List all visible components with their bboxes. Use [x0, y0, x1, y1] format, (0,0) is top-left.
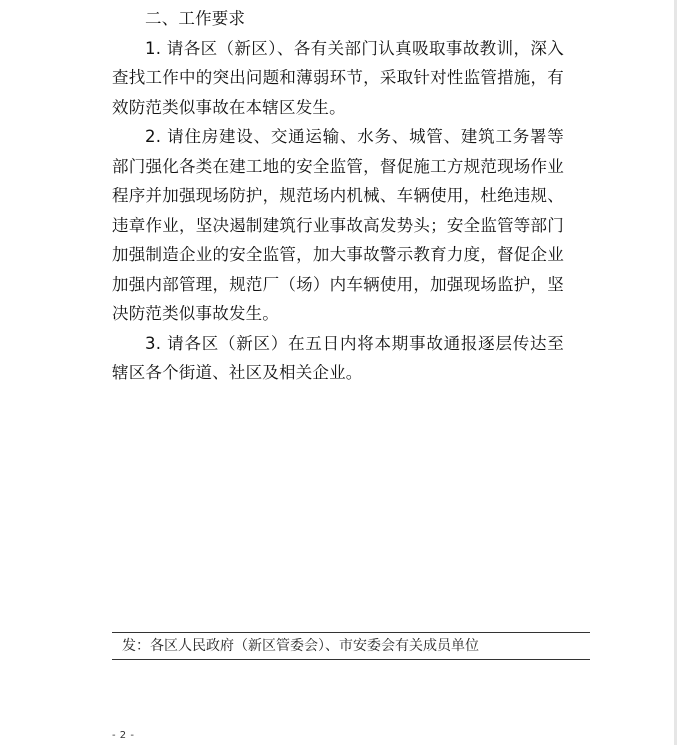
distribution-list: 发：各区人民政府（新区管委会）、市安委会有关成员单位 — [122, 638, 479, 654]
distribution-block — [112, 632, 590, 660]
section-heading: 二、工作要求 — [145, 9, 246, 28]
distribution-bottom-rule — [112, 659, 590, 660]
page-number: - 2 - — [112, 730, 135, 741]
requirement-paragraph-3: 3. 请各区（新区）在五日内将本期事故通报逐层传达至辖区各个街道、社区及相关企业。 — [112, 333, 564, 382]
requirement-paragraph-1: 1. 请各区（新区）、各有关部门认真吸取事故教训，深入查找工作中的突出问题和薄弱环节，采取针对性监管措施，有效防范类似事故在本辖区发生。 — [112, 38, 564, 117]
document-body — [112, 4, 564, 388]
requirement-paragraph-2: 2. 请住房建设、交通运输、水务、城管、建筑工务署等部门强化各类在建工地的安全监管，督促施工方规范现场作业程序并加强现场防护，规范场内机械、车辆使用，杜绝违规、违章作业，坚决遏制建筑行业事故高发势头；安全监管等部门加强制造企业的安全监管，加大事故警示教育力度，督促企业加强内部管理，规范厂（场）内车辆使用，加强现场监护，坚决防范类似事故发生。 — [112, 127, 564, 323]
